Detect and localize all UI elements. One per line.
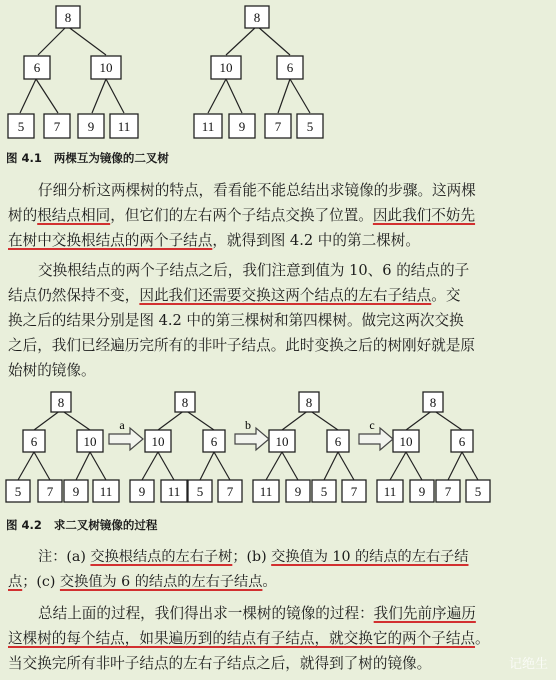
text: ；(c) — [22, 574, 60, 590]
note-line-1 — [8, 545, 469, 570]
caption-number: 图 4.2 — [6, 518, 42, 532]
paragraph-3 — [8, 601, 490, 676]
highlight: 在树中交换根结点的两个子结点 — [8, 232, 213, 249]
p2-line-2 — [8, 283, 475, 308]
p3-line-1 — [8, 601, 490, 626]
hollow-arrow-icon — [359, 428, 393, 450]
node: 9 — [72, 484, 80, 499]
node: 9 — [238, 119, 246, 134]
node: 7 — [444, 484, 452, 499]
node: 8 — [429, 395, 437, 410]
node: 11 — [383, 484, 397, 499]
node: 5 — [17, 119, 25, 134]
arrow-a — [106, 420, 146, 456]
paragraph-1 — [8, 178, 476, 253]
node: 7 — [350, 484, 358, 499]
text: 。 — [262, 574, 277, 590]
node: 10 — [83, 434, 97, 449]
node: 11 — [259, 484, 273, 499]
highlight: 交换值为 10 的结点的左右子结 — [271, 549, 469, 565]
node: 6 — [458, 434, 466, 449]
node: 8 — [57, 395, 65, 410]
figure-note — [8, 545, 469, 595]
node: 10 — [99, 60, 113, 75]
node: 9 — [138, 484, 146, 499]
highlight: 因此我们还需要交换这两个结点的左右子结点 — [139, 287, 432, 304]
note-line-2 — [8, 570, 469, 595]
highlight: 我们先前序遍历 — [373, 605, 476, 622]
node: 9 — [294, 484, 302, 499]
node: 10 — [399, 434, 413, 449]
node: 6 — [286, 60, 294, 75]
watermark: 记绝生 — [508, 657, 548, 672]
node: 10 — [151, 434, 165, 449]
node: 5 — [196, 484, 204, 499]
arrow-c — [356, 420, 396, 456]
p2-line-3: 换之后的结果分别是图 4.2 中的第三棵树和第四棵树。做完这两次交换 — [8, 312, 464, 329]
paragraph-2 — [8, 258, 475, 383]
p3-line-2 — [8, 626, 490, 651]
text: ，但它们的左右两个子结点交换了位置。 — [110, 207, 373, 224]
text: 。 — [475, 630, 490, 647]
arrow-label: b — [245, 420, 251, 432]
text: 结点仍然保持不变， — [8, 287, 140, 304]
figure-4-1-caption — [6, 150, 169, 166]
node: 10 — [275, 434, 289, 449]
node: 5 — [474, 484, 482, 499]
node: 6 — [334, 434, 342, 449]
node: 11 — [201, 119, 215, 134]
figure-4-2-caption — [6, 517, 157, 533]
node: 8 — [64, 10, 72, 25]
p1-line-3 — [8, 228, 476, 253]
node: 7 — [226, 484, 234, 499]
highlight: 点 — [8, 574, 23, 590]
highlight: 因此我们不妨先 — [372, 207, 476, 224]
highlight: 这棵树的每个结点，如果遍历到的结点有子结点，就交换它的两个子结点 — [8, 630, 476, 647]
text: 总结上面的过程，我们得出求一棵树的镜像的过程： — [38, 605, 374, 622]
node: 11 — [167, 484, 181, 499]
node: 8 — [253, 10, 261, 25]
node: 9 — [87, 119, 95, 134]
figure-4-1-left-tree — [0, 0, 150, 145]
p2-line-1: 交换根结点的两个子结点之后，我们注意到值为 10、6 的结点的子 — [38, 262, 470, 279]
text: 注：(a) — [38, 549, 91, 565]
node: 8 — [305, 395, 313, 410]
node: 9 — [418, 484, 426, 499]
node: 11 — [99, 484, 113, 499]
p2-line-5: 始树的镜像。 — [8, 362, 96, 379]
node: 7 — [53, 119, 61, 134]
caption-text: 求二叉树镜像的过程 — [53, 518, 158, 532]
text: ，就得到图 4.2 中的第二棵树。 — [212, 232, 420, 249]
text: 。交 — [431, 287, 461, 304]
node: 11 — [117, 119, 131, 134]
node: 5 — [14, 484, 22, 499]
node: 7 — [46, 484, 54, 499]
node: 6 — [33, 60, 41, 75]
caption-text: 两棵互为镜像的二叉树 — [53, 151, 169, 165]
p2-line-4: 之后，我们已经遍历完所有的非叶子结点。此时变换之后的树刚好就是原 — [8, 337, 476, 354]
node: 5 — [306, 119, 314, 134]
node: 7 — [274, 119, 282, 134]
highlight: 交换根结点的左右子树 — [90, 549, 233, 565]
text: 树的 — [8, 207, 38, 224]
hollow-arrow-icon — [235, 428, 269, 450]
p1-line-2 — [8, 203, 476, 228]
node: 10 — [219, 60, 233, 75]
hollow-arrow-icon — [109, 428, 143, 450]
arrow-label: c — [369, 420, 375, 432]
highlight: 交换值为 6 的结点的左右子结点 — [59, 574, 263, 590]
node: 6 — [30, 434, 38, 449]
node: 5 — [320, 484, 328, 499]
highlight: 根结点相同 — [37, 207, 111, 224]
p3-line-3: 当交换完所有非叶子结点的左右子结点之后，就得到了树的镜像。 — [8, 655, 432, 672]
text: ；(b) — [232, 549, 272, 565]
arrow-b — [232, 420, 272, 456]
arrow-label: a — [119, 420, 125, 432]
figure-4-1-right-tree — [186, 0, 336, 145]
caption-number: 图 4.1 — [6, 151, 42, 165]
node: 6 — [210, 434, 218, 449]
node: 8 — [181, 395, 189, 410]
p1-line-1: 仔细分析这两棵树的特点，看看能不能总结出求镜像的步骤。这两棵 — [38, 182, 476, 199]
